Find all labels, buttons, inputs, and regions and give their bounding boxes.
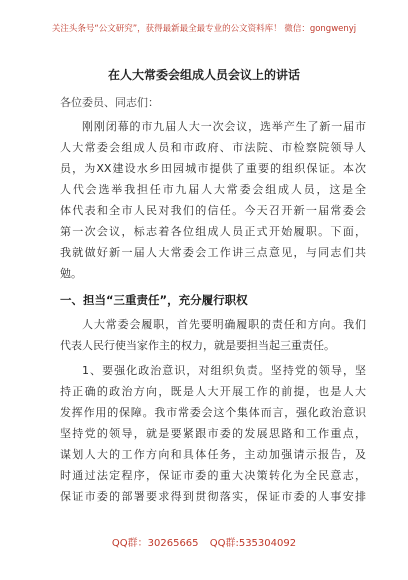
paragraph-line: 保证市委的部署要求得到贯彻落实，保证市委的人事安排 <box>60 490 366 503</box>
footer-contact <box>0 534 408 549</box>
header-note: 关注头条号“公文研究”，获得最新最全最专业的公文资料库！ 微信：gongwenyj <box>51 24 357 34</box>
paragraph-line: 体代表和全市人民对我们的信任。今天召开新一届常委会 <box>60 204 366 217</box>
paragraph-line: 人大常委会履职，首先要明确履职的责任和方向。我们 <box>82 318 366 331</box>
paragraph-line: 坚持党的领导，就是要紧跟市委的发展思路和工作重点， <box>60 427 366 440</box>
footer-qq-group-2: QQ群:535304092 <box>209 538 297 549</box>
paragraph-2 <box>60 314 366 356</box>
paragraph-line: 刚刚闭幕的市九届人大一次会议，选举产生了新一届市 <box>82 120 366 133</box>
salutation: 各位委员、同志们： <box>60 96 159 109</box>
paragraph-line: 发挥作用的保障。我市常委会这个集体而言，强化政治意识 <box>60 406 366 419</box>
footer-qq-group-1: QQ群：30265665 <box>111 538 199 549</box>
paragraph-line: 持正确的政治方向，既是人大开展工作的前提，也是人大 <box>60 385 366 398</box>
paragraph-line: 员，为XX建设水乡田园城市提供了重要的组织保证。本次 <box>60 162 366 175</box>
paragraph-line: 人大常委会组成人员和市政府、市法院、市检察院领导人 <box>60 141 366 154</box>
paragraph-line: 代表人民行使当家作主的权力，就是要担当起三重责任。 <box>60 339 335 352</box>
paragraph-line: 勉。 <box>60 267 82 280</box>
paragraph-line: 谋划人大的工作方向和具体任务，主动加强请示报告，及 <box>60 448 366 461</box>
paragraph-line: 时通过法定程序，保证市委的重大决策转化为全民意志， <box>60 469 366 482</box>
paragraph-3 <box>60 360 366 507</box>
paragraph-line: 人代会选举我担任市九届人大常委会组成人员，这是全 <box>60 183 366 196</box>
section-heading: 一、担当“三重责任”，充分履行职权 <box>60 293 248 307</box>
paragraph-line: 第一次会议，标志着各位组成人员正式开始履职。下面， <box>60 225 366 238</box>
paragraph-1 <box>60 116 366 284</box>
paragraph-line: 1、要强化政治意识，对组织负责。坚持党的领导，坚 <box>82 364 366 377</box>
document-title: 在人大常委会组成人员会议上的讲话 <box>107 68 300 82</box>
paragraph-line: 我就做好新一届人大常委会工作讲三点意见，与同志们共 <box>60 246 366 259</box>
